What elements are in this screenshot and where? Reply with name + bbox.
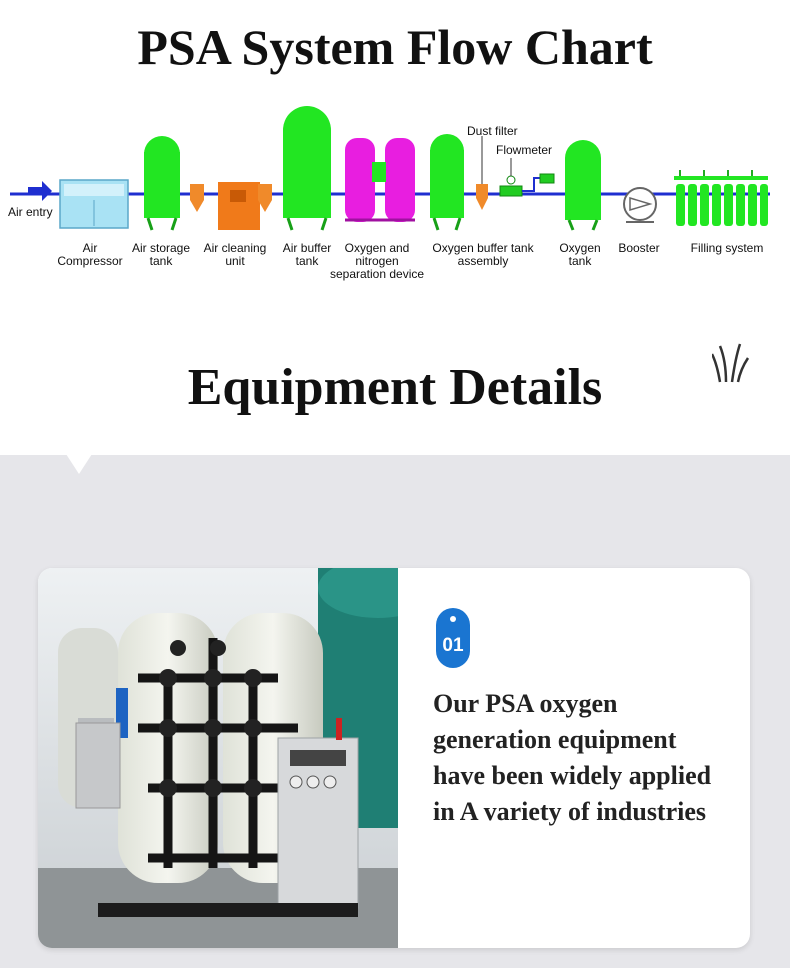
air-cleaning-unit-icon bbox=[218, 182, 260, 230]
air-entry-label: Air entry bbox=[8, 205, 53, 219]
air-buffer-tank-icon bbox=[283, 106, 331, 230]
filling-system-icon bbox=[674, 170, 768, 226]
air-storage-tank-icon bbox=[144, 136, 180, 230]
filter-icon bbox=[258, 184, 272, 212]
psa-flow-diagram bbox=[0, 100, 790, 240]
psa-oxygen-generator-photo bbox=[38, 568, 398, 948]
dust-filter-label: Dust filter bbox=[467, 124, 518, 138]
equipment-card bbox=[38, 568, 750, 948]
equipment-details-title: Equipment Details bbox=[187, 359, 603, 416]
separation-device-icon bbox=[345, 138, 415, 222]
stage-label-air-buffer-tank: Air buffer tank bbox=[282, 241, 332, 268]
stage-label-booster: Booster bbox=[618, 241, 660, 255]
flowmeter-label: Flowmeter bbox=[496, 143, 553, 157]
stage-label-separation-device: Oxygen and nitrogen separation device bbox=[329, 241, 425, 281]
filter-icon bbox=[190, 184, 204, 212]
oxygen-buffer-tank-icon bbox=[430, 134, 464, 230]
flowmeter-icon bbox=[500, 158, 554, 196]
air-entry-arrow-icon bbox=[28, 181, 52, 201]
item-number: 01 bbox=[442, 635, 464, 656]
section-notch bbox=[66, 454, 92, 474]
item-number-badge bbox=[436, 608, 470, 668]
oxygen-tank-icon bbox=[565, 140, 601, 230]
stage-label-air-cleaning-unit: Air cleaning unit bbox=[203, 241, 267, 268]
air-compressor-icon bbox=[60, 180, 128, 228]
stage-label-air-compressor: Air Compressor bbox=[57, 241, 123, 268]
stage-label-filling-system: Filling system bbox=[690, 241, 764, 255]
badge-hole-icon bbox=[450, 616, 456, 622]
equipment-description: Our PSA oxygen generation equipment have been widely applied in A variety of industries bbox=[433, 689, 712, 826]
stage-label-oxygen-buffer-tank: Oxygen buffer tank assembly bbox=[432, 241, 534, 268]
stage-label-oxygen-tank: Oxygen tank bbox=[559, 241, 601, 268]
stage-label-air-storage-tank: Air storage tank bbox=[131, 241, 191, 268]
flow-chart-title: PSA System Flow Chart bbox=[137, 19, 653, 75]
booster-icon bbox=[624, 188, 656, 222]
dust-filter-icon bbox=[476, 136, 488, 210]
